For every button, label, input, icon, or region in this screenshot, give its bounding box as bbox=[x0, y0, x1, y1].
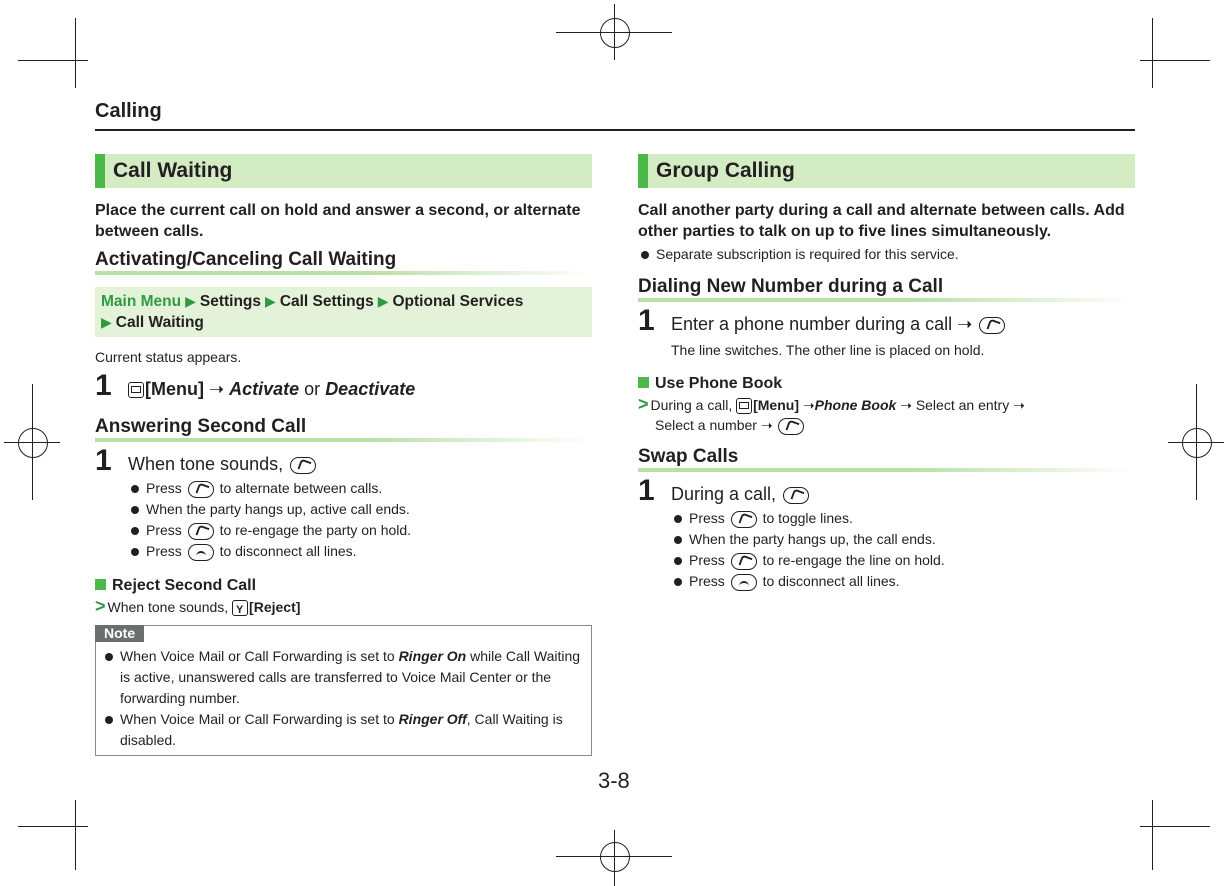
step-number: 1 bbox=[638, 304, 655, 337]
step-text: Enter a phone number during a call bbox=[671, 314, 953, 334]
step-sub: The line switches. The other line is placed on hold. bbox=[671, 342, 985, 358]
call-key-icon bbox=[979, 317, 1005, 334]
menu-path-main: Main Menu bbox=[101, 293, 182, 310]
call-key-icon bbox=[778, 418, 804, 435]
section-title-group-calling: Group Calling bbox=[638, 154, 1135, 188]
menu-path-settings: Settings bbox=[199, 293, 262, 310]
page-number: 3-8 bbox=[598, 768, 630, 793]
bullet-item: Press to re-engage the line on hold. bbox=[671, 550, 1135, 571]
crop-mark bbox=[18, 826, 88, 827]
activate-option: Activate bbox=[229, 379, 300, 399]
registration-mark bbox=[1182, 428, 1212, 458]
step-number: 1 bbox=[95, 369, 112, 402]
left-column bbox=[95, 154, 592, 756]
call-key-icon bbox=[188, 481, 214, 498]
crop-mark bbox=[75, 800, 76, 870]
registration-mark bbox=[600, 842, 630, 872]
phonebook-heading: Use Phone Book bbox=[638, 374, 1135, 394]
lead-bullet: Separate subscription is required for this service. bbox=[638, 244, 1135, 265]
crop-mark bbox=[1152, 18, 1153, 88]
step-activate bbox=[95, 369, 592, 402]
chapter-rule bbox=[95, 129, 1135, 131]
end-key-icon bbox=[188, 544, 214, 561]
bullet-item: When the party hangs up, the call ends. bbox=[671, 529, 1135, 550]
step-swap bbox=[638, 474, 1135, 507]
phonebook-line-1: > During a call, [Menu] ➝Phone Book ➝ Select an entry ➝ bbox=[638, 394, 1025, 414]
call-waiting-lead: Place the current call on hold and answer a second, or alternate between calls. bbox=[95, 202, 581, 240]
phonebook-line-2: Select a number ➝ bbox=[638, 415, 1135, 435]
green-square-icon bbox=[638, 377, 649, 388]
green-square-icon bbox=[95, 579, 106, 590]
mail-key-icon bbox=[128, 382, 144, 398]
step-text: When tone sounds, bbox=[128, 454, 284, 474]
subhead-swap: Swap Calls bbox=[638, 445, 1135, 472]
note-item: When Voice Mail or Call Forwarding is set to Ringer Off, Call Waiting is disabled. bbox=[102, 709, 585, 751]
menu-path-optional: Optional Services bbox=[392, 293, 524, 310]
step-number: 1 bbox=[95, 444, 112, 477]
subhead-activating: Activating/Canceling Call Waiting bbox=[95, 248, 592, 275]
menu-path bbox=[95, 287, 592, 337]
arrow-icon: ➝ bbox=[802, 397, 815, 413]
crop-mark bbox=[18, 60, 88, 61]
call-key-icon bbox=[731, 511, 757, 528]
arrow-icon: ➝ bbox=[209, 379, 225, 399]
mail-key-icon bbox=[736, 398, 752, 414]
reject-heading: Reject Second Call bbox=[95, 576, 592, 596]
triangle-icon: ▶ bbox=[101, 314, 112, 330]
deactivate-option: Deactivate bbox=[325, 379, 416, 399]
registration-mark bbox=[600, 18, 630, 48]
crop-mark bbox=[1140, 60, 1210, 61]
subhead-answering: Answering Second Call bbox=[95, 415, 592, 442]
menu-path-call-settings: Call Settings bbox=[279, 293, 374, 310]
arrow-icon: ➝ bbox=[900, 397, 912, 413]
triangle-icon: ▶ bbox=[377, 293, 389, 309]
note-label: Note bbox=[95, 625, 144, 642]
arrow-icon: ➝ bbox=[760, 417, 773, 433]
crop-mark bbox=[1152, 800, 1153, 870]
crop-mark bbox=[75, 18, 76, 88]
bullet-item: Press to alternate between calls. bbox=[128, 478, 592, 499]
bullet-item: When the party hangs up, active call ends. bbox=[128, 499, 592, 520]
bullet-item: Press to re-engage the party on hold. bbox=[128, 520, 592, 541]
bullet-item: Press to disconnect all lines. bbox=[671, 571, 1135, 592]
group-calling-lead: Call another party during a call and alternate between calls. Add other parties to talk on up to five lines simultaneously. bbox=[638, 202, 1125, 240]
triangle-icon: ▶ bbox=[265, 293, 276, 309]
menu-key-label: [Menu] bbox=[145, 379, 204, 399]
end-key-icon bbox=[731, 574, 757, 591]
note-item: When Voice Mail or Call Forwarding is set to Ringer On while Call Waiting is active, unanswered calls are transferred to Voice Mail Center or the forwarding number. bbox=[102, 646, 585, 709]
reject-line: > When tone sounds, Y [Reject] bbox=[95, 596, 592, 617]
bullet-item: Press to toggle lines. bbox=[671, 508, 1135, 529]
section-title-call-waiting: Call Waiting bbox=[95, 154, 592, 188]
step-dial bbox=[638, 304, 1135, 337]
call-key-icon bbox=[783, 487, 809, 504]
step-text: During a call, bbox=[671, 484, 777, 504]
y-key-icon bbox=[232, 600, 248, 616]
arrow-icon: ➝ bbox=[957, 314, 973, 334]
step-answer bbox=[95, 444, 592, 477]
menu-path-call-waiting: Call Waiting bbox=[115, 314, 204, 331]
chevron-right-icon: > bbox=[95, 596, 106, 616]
note-box bbox=[95, 625, 592, 756]
arrow-icon: ➝ bbox=[1013, 397, 1025, 413]
chapter-title: Calling bbox=[95, 100, 162, 122]
call-key-icon bbox=[731, 553, 757, 570]
step-number: 1 bbox=[638, 474, 655, 507]
chevron-right-icon: > bbox=[638, 394, 649, 414]
call-key-icon bbox=[188, 523, 214, 540]
call-key-icon bbox=[290, 457, 316, 474]
crop-mark bbox=[1140, 826, 1210, 827]
right-column bbox=[638, 154, 1135, 592]
or-text: or bbox=[304, 379, 321, 399]
status-text: Current status appears. bbox=[95, 349, 242, 365]
bullet-item: Press to disconnect all lines. bbox=[128, 541, 592, 562]
registration-mark bbox=[18, 428, 48, 458]
triangle-icon: ▶ bbox=[185, 293, 196, 309]
subhead-dialing: Dialing New Number during a Call bbox=[638, 275, 1135, 302]
